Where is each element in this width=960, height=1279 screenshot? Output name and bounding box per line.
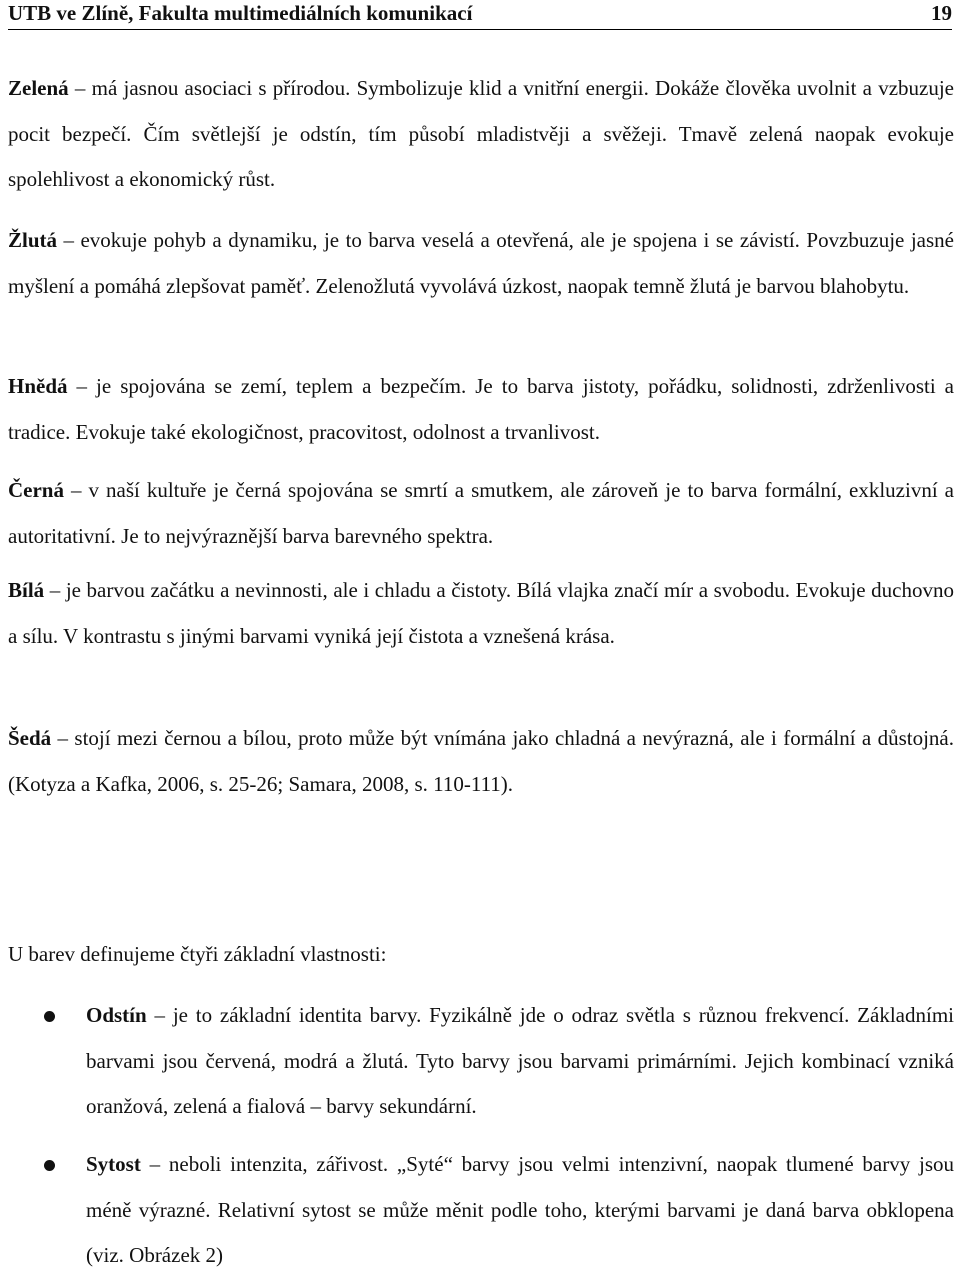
term-hue: Odstín <box>86 1003 147 1027</box>
term-green: Zelená <box>8 76 69 100</box>
term-grey: Šedá <box>8 726 52 750</box>
term-black: Černá <box>8 478 64 502</box>
term-brown: Hnědá <box>8 374 68 398</box>
text-white: – je barvou začátku a nevinnosti, ale i chladu a čistoty. Bílá vlajka značí mír a svobodu. Evokuje duchovno a sílu. V kontrastu s jinými barvami vyniká její čistota a vznešená krása. <box>8 578 954 648</box>
text-brown: – je spojována se zemí, teplem a bezpečím. Je to barva jistoty, pořádku, solidnosti, zdrženlivosti a tradice. Evokuje také ekologičnost, pracovitost, odolnost a trvanlivost. <box>8 374 954 444</box>
bullet-icon <box>44 1160 55 1171</box>
page-number: 19 <box>931 1 952 25</box>
text-green: – má jasnou asociaci s přírodou. Symbolizuje klid a vnitřní energii. Dokáže člověka uvolnit a vzbuzuje pocit bezpečí. Čím světlejší je odstín, tím působí mladistvěji a svěžeji. Tmavě zelená naopak evokuje spolehlivost a ekonomický růst. <box>8 76 954 191</box>
term-white: Bílá <box>8 578 45 602</box>
bullet-icon <box>44 1011 55 1022</box>
paragraph-green <box>8 66 954 203</box>
term-yellow: Žlutá <box>8 228 58 252</box>
term-saturation: Sytost <box>86 1152 141 1176</box>
header-title: UTB ve Zlíně, Fakulta multimediálních komunikací <box>8 1 473 25</box>
list-item-hue <box>86 993 954 1130</box>
text-yellow: – evokuje pohyb a dynamiku, je to barva veselá a otevřená, ale je spojena i se závistí. Povzbuzuje jasné myšlení a pomáhá zlepšovat paměť. Zelenožlutá vyvolává úzkost, naopak temně žlutá je barvou blahobytu. <box>8 228 954 298</box>
paragraph-yellow <box>8 218 954 309</box>
list-item-saturation <box>86 1142 954 1279</box>
paragraph-white <box>8 568 954 659</box>
text-saturation: – neboli intenzita, zářivost. „Syté“ barvy jsou velmi intenzivní, naopak tlumené barvy jsou méně výrazné. Relativní sytost se může měnit podle toho, kterými barvami je daná barva obklopena (viz. Obrázek 2) <box>86 1152 954 1267</box>
paragraph-black <box>8 468 954 559</box>
paragraph-grey <box>8 716 954 807</box>
paragraph-brown <box>8 364 954 455</box>
text-black: – v naší kultuře je černá spojována se smrtí a smutkem, ale zároveň je to barva formální, exkluzivní a autoritativní. Je to nejvýraznější barva barevného spektra. <box>8 478 954 548</box>
properties-intro: U barev definujeme čtyři základní vlastnosti: <box>8 942 387 966</box>
text-grey: – stojí mezi černou a bílou, proto může být vnímána jako chladná a nevýrazná, ale i formální a důstojná. (Kotyza a Kafka, 2006, s. 25-26; Samara, 2008, s. 110-111). <box>8 726 954 796</box>
text-hue: – je to základní identita barvy. Fyzikálně jde o odraz světla s různou frekvencí. Základními barvami jsou červená, modrá a žlutá. Tyto barvy jsou barvami primárními. Jejich kombinací vzniká oranžová, zelená a fialová – barvy sekundární. <box>86 1003 954 1118</box>
page-header <box>8 0 952 30</box>
